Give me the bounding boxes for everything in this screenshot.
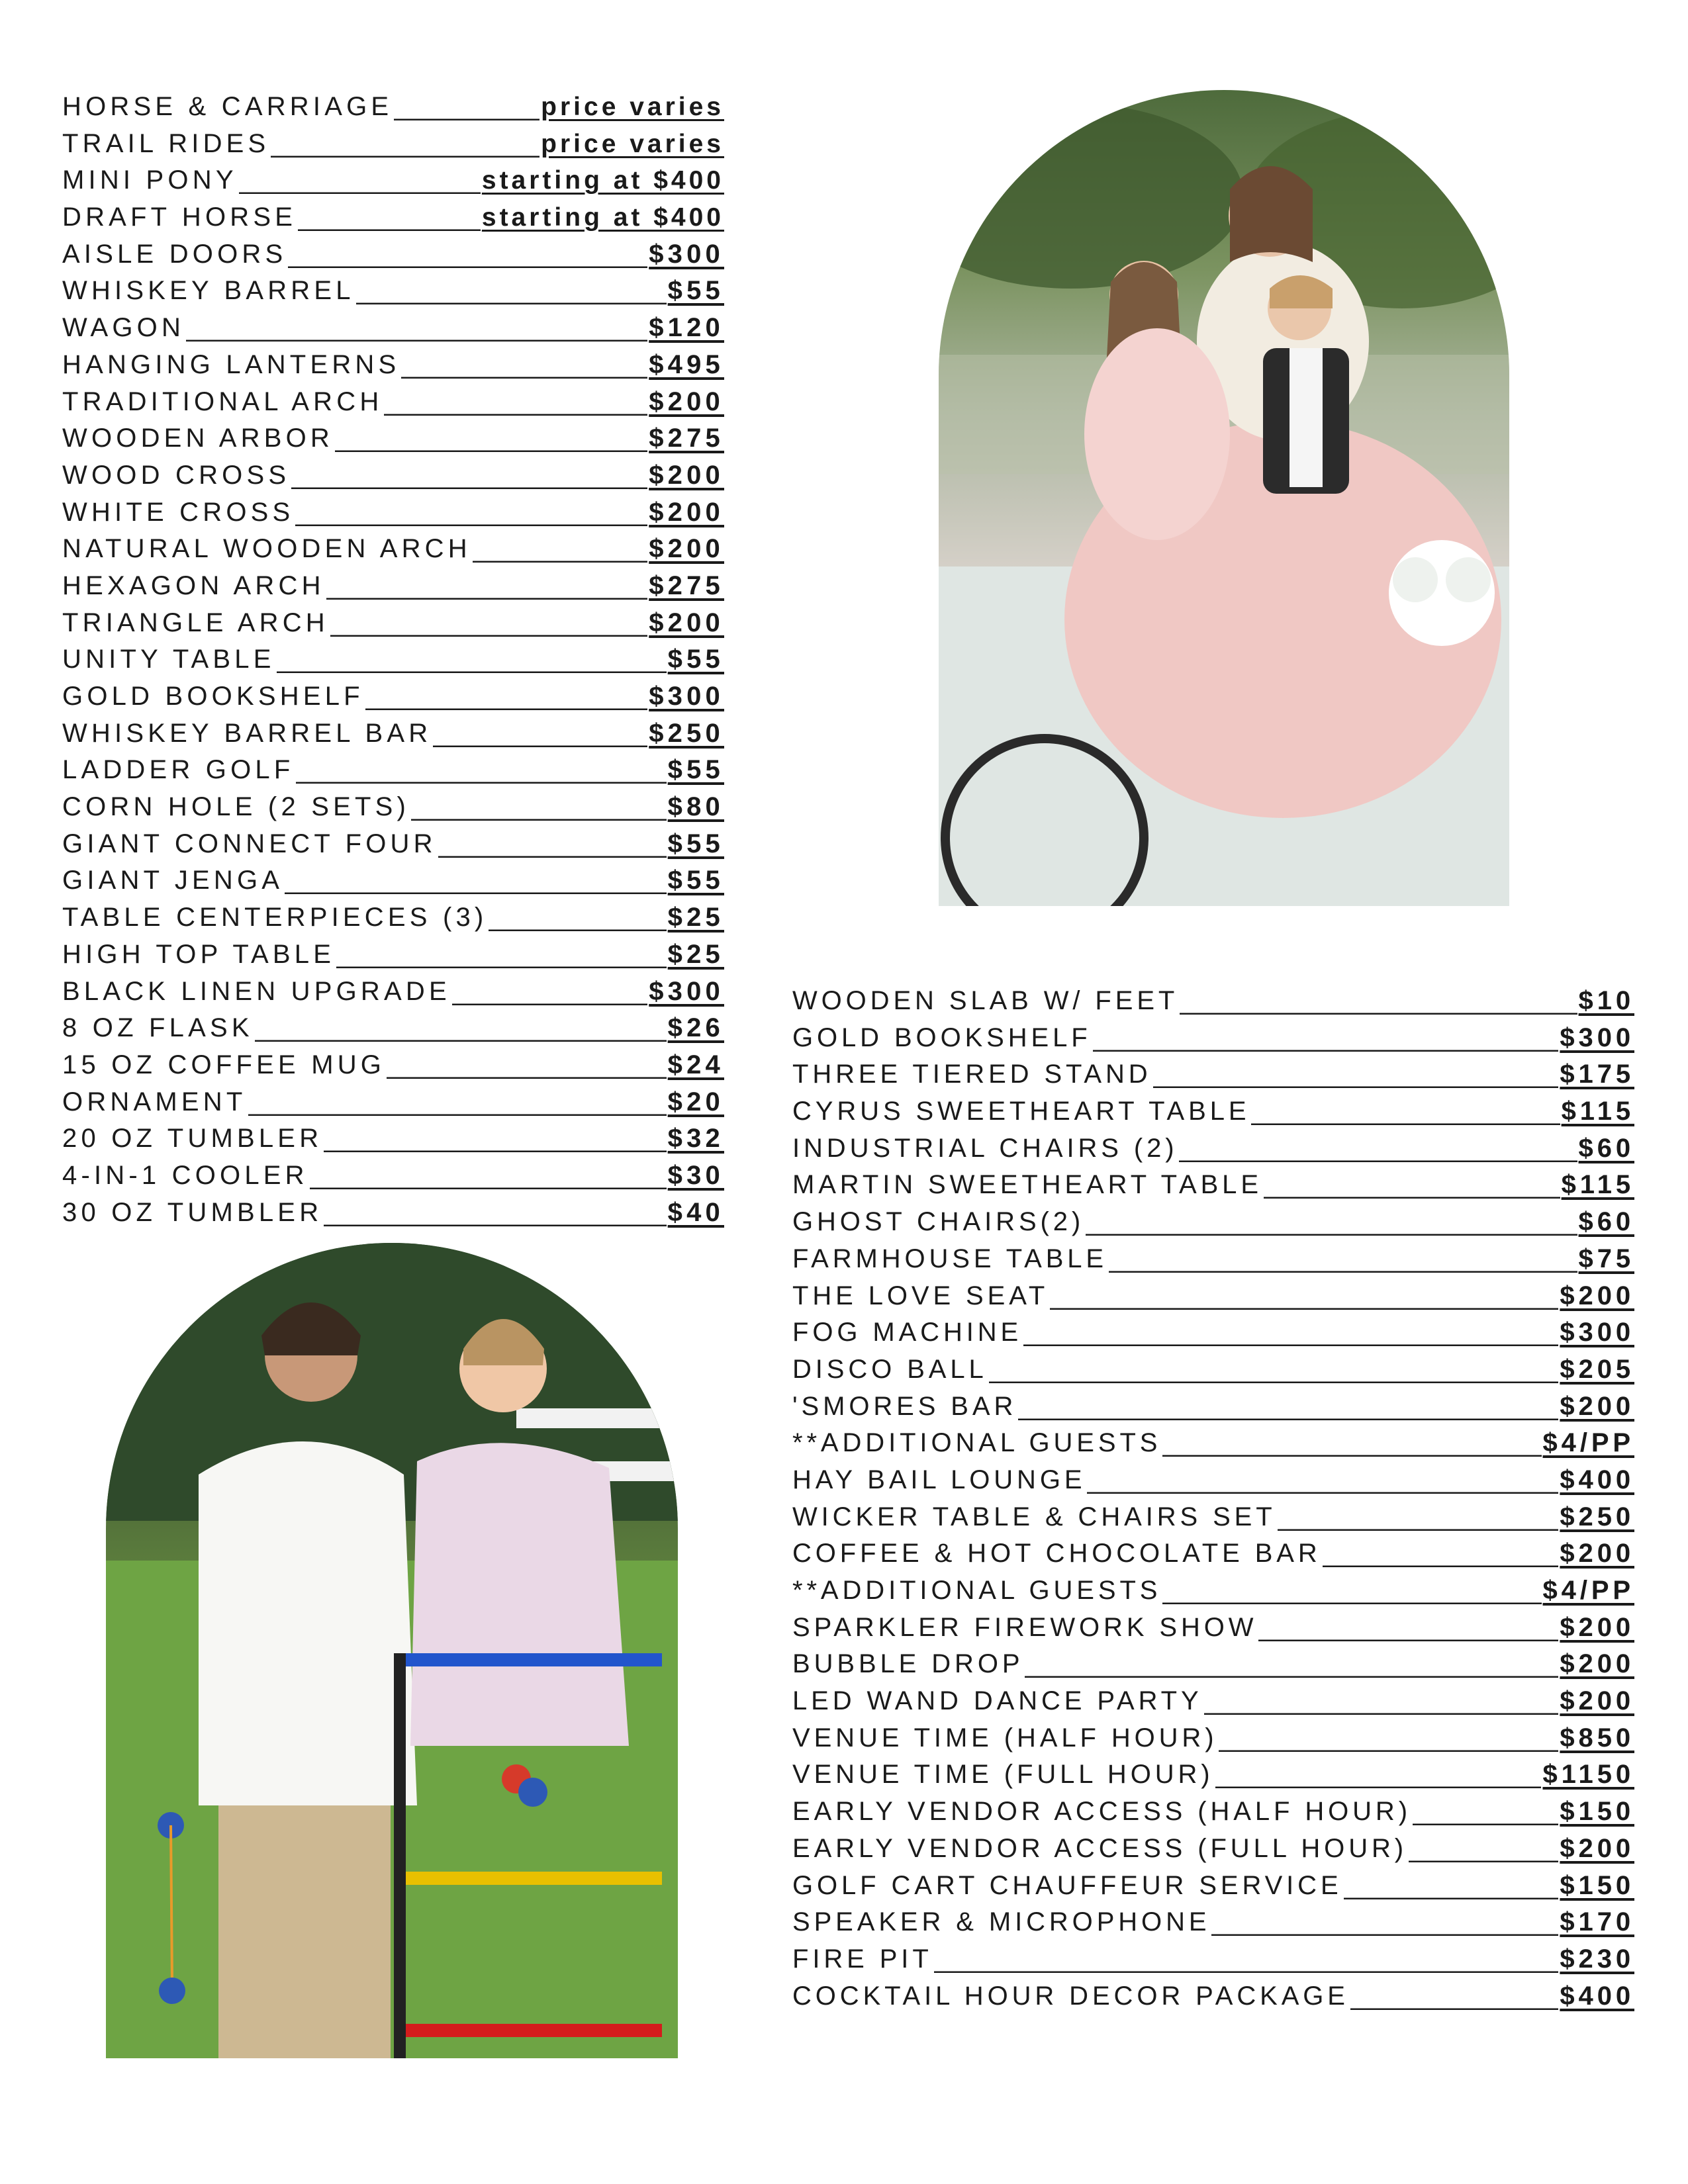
item-price: $200 bbox=[649, 497, 724, 527]
leader-line bbox=[288, 236, 647, 273]
item-price: $55 bbox=[667, 829, 724, 858]
item-price: $250 bbox=[1560, 1502, 1634, 1531]
item-price: $150 bbox=[1560, 1797, 1634, 1827]
right-price-row bbox=[792, 1093, 1634, 1130]
left-price-row bbox=[62, 974, 724, 1011]
leader-line bbox=[239, 162, 481, 199]
leader-line bbox=[473, 531, 647, 567]
item-name: MARTIN SWEETHEART TABLE bbox=[792, 1170, 1262, 1200]
item-price: $300 bbox=[649, 239, 724, 269]
item-name: WOOD CROSS bbox=[62, 460, 291, 490]
leader-line bbox=[356, 273, 667, 309]
item-name: EARLY VENDOR ACCESS (FULL HOUR) bbox=[792, 1833, 1407, 1863]
leader-line bbox=[1162, 1425, 1541, 1461]
leader-line bbox=[324, 1195, 666, 1231]
item-price: starting at $400 bbox=[481, 166, 724, 195]
item-price: $55 bbox=[667, 276, 724, 306]
item-price: $24 bbox=[667, 1050, 724, 1079]
right-price-row bbox=[792, 1241, 1634, 1278]
leader-line bbox=[326, 568, 648, 604]
leader-line bbox=[1323, 1535, 1559, 1572]
item-name: GIANT CONNECT FOUR bbox=[62, 829, 437, 858]
leader-line bbox=[1023, 1314, 1558, 1351]
leader-line bbox=[335, 420, 647, 457]
right-price-row bbox=[792, 1646, 1634, 1683]
leader-line bbox=[1344, 1868, 1559, 1904]
item-name: GHOST CHAIRS(2) bbox=[792, 1207, 1085, 1237]
leader-line bbox=[271, 126, 539, 162]
right-price-row bbox=[792, 1572, 1634, 1610]
item-name: AISLE DOORS bbox=[62, 239, 287, 269]
item-price: $850 bbox=[1560, 1723, 1634, 1752]
left-price-row bbox=[62, 457, 724, 494]
item-name: UNITY TABLE bbox=[62, 645, 275, 674]
leader-line bbox=[1050, 1278, 1558, 1314]
leader-line bbox=[438, 826, 667, 862]
leader-line bbox=[1109, 1241, 1577, 1277]
item-price: $200 bbox=[1560, 1612, 1634, 1642]
right-price-row bbox=[792, 1941, 1634, 1978]
item-name: CORN HOLE (2 SETS) bbox=[62, 792, 410, 822]
item-price: $275 bbox=[649, 570, 724, 600]
leader-line bbox=[1278, 1499, 1559, 1535]
right-price-row bbox=[792, 1610, 1634, 1647]
item-name: SPARKLER FIREWORK SHOW bbox=[792, 1612, 1258, 1642]
left-price-list bbox=[62, 89, 724, 1231]
leader-line bbox=[1409, 1831, 1558, 1867]
leader-line bbox=[1180, 983, 1577, 1019]
leader-line bbox=[1258, 1610, 1558, 1646]
item-price: $55 bbox=[667, 866, 724, 895]
item-price: $40 bbox=[667, 1197, 724, 1227]
item-price: $1150 bbox=[1542, 1760, 1634, 1790]
item-price: $115 bbox=[1561, 1097, 1634, 1126]
item-name: TRAIL RIDES bbox=[62, 128, 270, 158]
leader-line bbox=[310, 1158, 667, 1194]
right-price-row bbox=[792, 1868, 1634, 1905]
item-name: ORNAMENT bbox=[62, 1087, 247, 1116]
item-name: WAGON bbox=[62, 313, 185, 343]
left-price-row bbox=[62, 273, 724, 310]
right-price-row bbox=[792, 1425, 1634, 1462]
leader-line bbox=[277, 641, 667, 678]
item-name: SPEAKER & MICROPHONE bbox=[792, 1907, 1211, 1937]
right-price-row bbox=[792, 1020, 1634, 1057]
item-name: 15 OZ COFFEE MUG bbox=[62, 1050, 386, 1079]
item-name: FIRE PIT bbox=[792, 1944, 933, 1974]
leader-line bbox=[1087, 1462, 1558, 1498]
item-name: 20 OZ TUMBLER bbox=[62, 1124, 323, 1154]
item-name: HAY BAIL LOUNGE bbox=[792, 1465, 1086, 1494]
left-price-row bbox=[62, 936, 724, 974]
leader-line bbox=[433, 715, 647, 752]
item-name: HORSE & CARRIAGE bbox=[62, 92, 393, 121]
left-price-row bbox=[62, 236, 724, 273]
item-name: FOG MACHINE bbox=[792, 1318, 1023, 1347]
item-name: WHISKEY BARREL BAR bbox=[62, 718, 432, 748]
right-price-row bbox=[792, 1683, 1634, 1720]
item-price: $230 bbox=[1560, 1944, 1634, 1974]
item-price: $25 bbox=[667, 939, 724, 969]
item-name: THE LOVE SEAT bbox=[792, 1281, 1049, 1310]
item-price: $300 bbox=[1560, 1023, 1634, 1052]
leader-line bbox=[1211, 1904, 1558, 1940]
right-price-row bbox=[792, 983, 1634, 1020]
leader-line bbox=[186, 310, 647, 346]
item-name: MINI PONY bbox=[62, 165, 238, 195]
leader-line bbox=[1179, 1130, 1577, 1167]
leader-line bbox=[330, 605, 647, 641]
item-name: WICKER TABLE & CHAIRS SET bbox=[792, 1502, 1276, 1531]
item-name: TRIANGLE ARCH bbox=[62, 608, 329, 637]
item-price: $4/PP bbox=[1542, 1428, 1634, 1458]
right-price-row bbox=[792, 1756, 1634, 1794]
item-name: DRAFT HORSE bbox=[62, 203, 297, 232]
item-price: $32 bbox=[667, 1124, 724, 1154]
item-price: $26 bbox=[667, 1013, 724, 1043]
leader-line bbox=[255, 1010, 667, 1046]
leader-line bbox=[1018, 1388, 1558, 1425]
left-price-row bbox=[62, 1047, 724, 1084]
left-price-row bbox=[62, 1084, 724, 1121]
item-name: VENUE TIME (FULL HOUR) bbox=[792, 1760, 1214, 1790]
left-price-row bbox=[62, 715, 724, 752]
item-name: HANGING LANTERNS bbox=[62, 349, 400, 379]
leader-line bbox=[1025, 1646, 1558, 1682]
right-price-row bbox=[792, 1831, 1634, 1868]
item-price: $75 bbox=[1578, 1244, 1634, 1273]
item-name: COCKTAIL HOUR DECOR PACKAGE bbox=[792, 1981, 1349, 2011]
left-price-row bbox=[62, 605, 724, 642]
leader-line bbox=[1264, 1167, 1560, 1203]
left-price-row bbox=[62, 347, 724, 384]
leader-line bbox=[1219, 1720, 1558, 1756]
left-price-row bbox=[62, 752, 724, 789]
item-name: GIANT JENGA bbox=[62, 866, 284, 895]
leader-line bbox=[295, 494, 647, 531]
item-price: $495 bbox=[649, 349, 724, 379]
item-price: $60 bbox=[1578, 1133, 1634, 1163]
item-price: $4/PP bbox=[1542, 1576, 1634, 1605]
item-price: price varies bbox=[541, 93, 724, 121]
leader-line bbox=[1153, 1056, 1559, 1093]
item-name: 8 OZ FLASK bbox=[62, 1013, 254, 1043]
item-price: $120 bbox=[649, 313, 724, 343]
left-price-row bbox=[62, 678, 724, 715]
left-price-row bbox=[62, 641, 724, 678]
item-price: $275 bbox=[649, 424, 724, 453]
leader-line bbox=[336, 936, 667, 973]
item-name: VENUE TIME (HALF HOUR) bbox=[792, 1723, 1218, 1752]
item-price: $20 bbox=[667, 1087, 724, 1116]
item-name: TABLE CENTERPIECES (3) bbox=[62, 903, 488, 933]
item-name: DISCO BALL bbox=[792, 1354, 988, 1384]
leader-line bbox=[384, 384, 647, 420]
leader-line bbox=[934, 1941, 1559, 1978]
item-price: starting at $400 bbox=[481, 203, 724, 232]
right-price-row bbox=[792, 1351, 1634, 1388]
item-price: $300 bbox=[1560, 1318, 1634, 1347]
leader-line bbox=[1215, 1756, 1542, 1793]
item-name: HIGH TOP TABLE bbox=[62, 939, 336, 969]
item-name: BLACK LINEN UPGRADE bbox=[62, 976, 451, 1006]
item-price: $300 bbox=[649, 682, 724, 711]
leader-line bbox=[248, 1084, 667, 1120]
item-price: $200 bbox=[649, 387, 724, 416]
leader-line bbox=[1162, 1572, 1541, 1609]
right-price-row bbox=[792, 1278, 1634, 1315]
leader-line bbox=[1251, 1093, 1560, 1130]
right-price-row bbox=[792, 1204, 1634, 1241]
item-price: $200 bbox=[1560, 1391, 1634, 1421]
item-name: LED WAND DANCE PARTY bbox=[792, 1686, 1203, 1716]
item-price: $10 bbox=[1578, 986, 1634, 1015]
left-price-row bbox=[62, 162, 724, 199]
leader-line bbox=[365, 678, 647, 715]
leader-line bbox=[452, 974, 647, 1010]
item-name: LADDER GOLF bbox=[62, 755, 295, 785]
item-name: **ADDITIONAL GUESTS bbox=[792, 1576, 1162, 1605]
leader-line bbox=[401, 347, 647, 383]
item-price: $55 bbox=[667, 645, 724, 674]
item-name: WOODEN SLAB W/ FEET bbox=[792, 986, 1179, 1015]
right-price-row bbox=[792, 1130, 1634, 1167]
item-name: INDUSTRIAL CHAIRS (2) bbox=[792, 1133, 1178, 1163]
left-price-row bbox=[62, 1195, 724, 1232]
right-price-row bbox=[792, 1462, 1634, 1499]
left-price-row bbox=[62, 126, 724, 163]
item-price: $150 bbox=[1560, 1870, 1634, 1900]
item-name: BUBBLE DROP bbox=[792, 1649, 1024, 1679]
leader-line bbox=[489, 899, 666, 936]
item-price: $250 bbox=[649, 718, 724, 748]
item-price: $200 bbox=[1560, 1649, 1634, 1679]
left-price-row bbox=[62, 1158, 724, 1195]
left-price-row bbox=[62, 1010, 724, 1047]
item-name: EARLY VENDOR ACCESS (HALF HOUR) bbox=[792, 1797, 1411, 1827]
leader-line bbox=[387, 1047, 667, 1083]
item-name: WOODEN ARBOR bbox=[62, 424, 334, 453]
leader-line bbox=[285, 862, 666, 899]
item-name: 4-IN-1 COOLER bbox=[62, 1160, 308, 1190]
left-price-row bbox=[62, 199, 724, 236]
item-price: $25 bbox=[667, 903, 724, 933]
item-price: $115 bbox=[1561, 1170, 1634, 1200]
right-price-list bbox=[792, 983, 1634, 2015]
left-price-row bbox=[62, 384, 724, 421]
item-name: COFFEE & HOT CHOCOLATE BAR bbox=[792, 1539, 1321, 1569]
item-name: WHITE CROSS bbox=[62, 497, 295, 527]
leader-line bbox=[1093, 1020, 1559, 1056]
item-price: $30 bbox=[667, 1160, 724, 1190]
leader-line bbox=[1086, 1204, 1577, 1240]
item-price: $200 bbox=[649, 608, 724, 637]
leader-line bbox=[324, 1120, 666, 1157]
item-price: $200 bbox=[1560, 1539, 1634, 1569]
right-price-row bbox=[792, 1978, 1634, 2015]
item-name: FARMHOUSE TABLE bbox=[792, 1244, 1107, 1273]
item-price: $200 bbox=[1560, 1686, 1634, 1716]
right-price-row bbox=[792, 1388, 1634, 1426]
item-price: $205 bbox=[1560, 1354, 1634, 1384]
right-price-row bbox=[792, 1904, 1634, 1941]
bride-with-children-photo bbox=[939, 90, 1509, 906]
left-price-row bbox=[62, 89, 724, 126]
left-price-row bbox=[62, 310, 724, 347]
item-name: HEXAGON ARCH bbox=[62, 570, 325, 600]
item-name: 30 OZ TUMBLER bbox=[62, 1197, 323, 1227]
right-price-row bbox=[792, 1535, 1634, 1572]
couple-photo-illustration bbox=[106, 1243, 678, 2058]
item-name: GOLD BOOKSHELF bbox=[792, 1023, 1092, 1052]
item-name: CYRUS SWEETHEART TABLE bbox=[792, 1097, 1250, 1126]
right-price-row bbox=[792, 1720, 1634, 1757]
leader-line bbox=[291, 457, 647, 494]
item-price: $60 bbox=[1578, 1207, 1634, 1237]
leader-line bbox=[296, 752, 667, 788]
item-price: $80 bbox=[667, 792, 724, 822]
couple-ladder-golf-photo bbox=[106, 1243, 678, 2058]
leader-line bbox=[989, 1351, 1559, 1388]
item-price: $200 bbox=[1560, 1833, 1634, 1863]
item-name: GOLD BOOKSHELF bbox=[62, 682, 364, 711]
item-name: NATURAL WOODEN ARCH bbox=[62, 534, 471, 564]
right-price-row bbox=[792, 1056, 1634, 1093]
item-name: 'SMORES BAR bbox=[792, 1391, 1017, 1421]
right-price-row bbox=[792, 1499, 1634, 1536]
item-price: price varies bbox=[541, 129, 724, 158]
item-name: GOLF CART CHAUFFEUR SERVICE bbox=[792, 1870, 1342, 1900]
leader-line bbox=[411, 789, 667, 825]
leader-line bbox=[1413, 1794, 1558, 1830]
right-price-row bbox=[792, 1167, 1634, 1204]
left-price-row bbox=[62, 789, 724, 826]
left-price-row bbox=[62, 899, 724, 936]
item-price: $400 bbox=[1560, 1981, 1634, 2011]
leader-line bbox=[1204, 1683, 1559, 1719]
item-price: $400 bbox=[1560, 1465, 1634, 1494]
left-price-row bbox=[62, 568, 724, 605]
item-name: TRADITIONAL ARCH bbox=[62, 387, 383, 416]
right-price-row bbox=[792, 1314, 1634, 1351]
right-price-row bbox=[792, 1794, 1634, 1831]
left-price-row bbox=[62, 862, 724, 899]
item-price: $175 bbox=[1560, 1060, 1634, 1089]
item-price: $170 bbox=[1560, 1907, 1634, 1937]
left-price-row bbox=[62, 1120, 724, 1158]
item-name: **ADDITIONAL GUESTS bbox=[792, 1428, 1162, 1458]
item-price: $200 bbox=[649, 460, 724, 490]
item-name: THREE TIERED STAND bbox=[792, 1060, 1152, 1089]
item-price: $200 bbox=[649, 534, 724, 564]
left-price-row bbox=[62, 531, 724, 568]
item-price: $55 bbox=[667, 755, 724, 785]
item-price: $200 bbox=[1560, 1281, 1634, 1310]
left-price-row bbox=[62, 826, 724, 863]
bride-photo-illustration bbox=[939, 90, 1509, 906]
leader-line bbox=[1350, 1978, 1559, 2015]
item-name: WHISKEY BARREL bbox=[62, 276, 355, 306]
left-price-row bbox=[62, 494, 724, 531]
left-price-row bbox=[62, 420, 724, 457]
item-price: $300 bbox=[649, 976, 724, 1006]
leader-line bbox=[298, 199, 481, 236]
leader-line bbox=[394, 89, 539, 125]
